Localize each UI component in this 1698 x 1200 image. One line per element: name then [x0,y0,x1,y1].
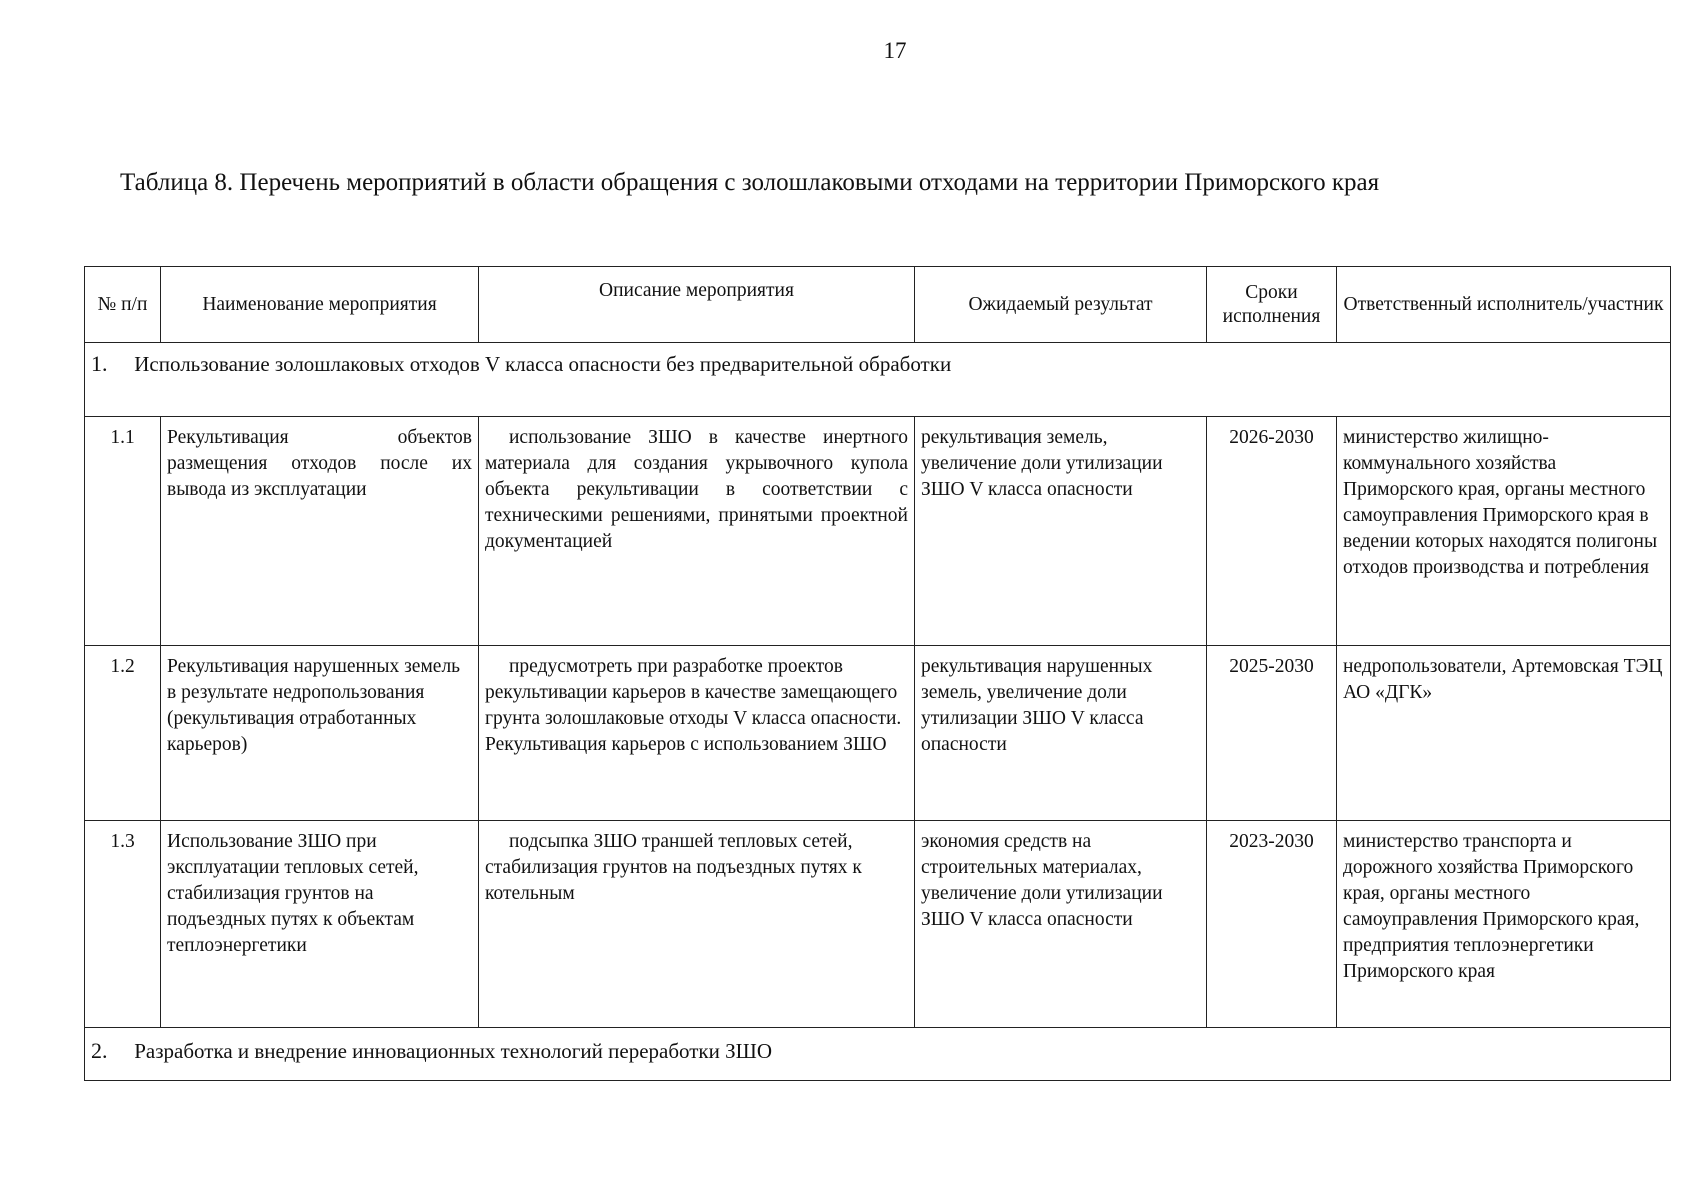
section-1-cell [85,343,1671,417]
table-caption: Таблица 8. Перечень мероприятий в области обращения с золошлаковыми отходами на территории Приморского края [120,169,1380,196]
header-description: Описание мероприятия [479,267,915,343]
section-2-cell [85,1028,1671,1081]
row-result: рекультивация нарушенных земель, увеличение доли утилизации ЗШО V класса опасности [915,646,1207,821]
row-name: Рекультивация объектов размещения отходов после их вывода из эксплуатации [161,417,479,646]
row-num: 1.2 [85,646,161,821]
row-name: Рекультивация нарушенных земель в результате недропользования (рекультивация отработанных карьеров) [161,646,479,821]
section-2-title: Разработка и внедрение инновационных технологий переработки ЗШО [134,1039,772,1063]
row-result: экономия средств на строительных материалах, увеличение доли утилизации ЗШО V класса опасности [915,821,1207,1028]
table-row [85,417,1671,646]
header-num: № п/п [85,267,161,343]
row-num: 1.3 [85,821,161,1028]
row-responsible: министерство транспорта и дорожного хозяйства Приморского края, органы местного самоуправления Приморского края, предприятия теплоэнергетики Приморского края [1337,821,1671,1028]
row-result: рекультивация земель, увеличение доли утилизации ЗШО V класса опасности [915,417,1207,646]
section-1-title: Использование золошлаковых отходов V класса опасности без предварительной обработки [134,352,952,376]
row-terms: 2025-2030 [1207,646,1337,821]
section-row-2 [85,1028,1671,1081]
header-result: Ожидаемый результат [915,267,1207,343]
section-row-1 [85,343,1671,417]
page-number: 17 [883,38,907,63]
row-description: подсыпка ЗШО траншей тепловых сетей, стабилизация грунтов на подъездных путях к котельным [479,821,915,1028]
header-row [85,267,1671,343]
section-2-number: 2. [91,1038,108,1063]
row-terms: 2023-2030 [1207,821,1337,1028]
header-responsible: Ответственный исполнитель/участник [1337,267,1671,343]
section-1-number: 1. [91,351,108,376]
row-responsible: недропользователи, Артемовская ТЭЦ АО «ДГК» [1337,646,1671,821]
row-description: использование ЗШО в качестве инертного материала для создания укрывочного купола объекта рекультивации в соответствии с техническими решениями, принятыми проектной документацией [479,417,915,646]
header-name: Наименование мероприятия [161,267,479,343]
row-terms: 2026-2030 [1207,417,1337,646]
row-responsible: министерство жилищно-коммунального хозяйства Приморского края, органы местного самоуправления Приморского края в ведении которых находятся полигоны отходов производства и потребления [1337,417,1671,646]
row-name: Использование ЗШО при эксплуатации тепловых сетей, стабилизация грунтов на подъездных путях к объектам теплоэнергетики [161,821,479,1028]
row-description: предусмотреть при разработке проектов рекультивации карьеров в качестве замещающего грунта золошлаковые отходы V класса опасности. Рекультивация карьеров с использованием ЗШО [479,646,915,821]
row-num: 1.1 [85,417,161,646]
measures-table [84,266,1671,1081]
table-row [85,821,1671,1028]
table-row [85,646,1671,821]
header-terms: Сроки исполнения [1207,267,1337,343]
